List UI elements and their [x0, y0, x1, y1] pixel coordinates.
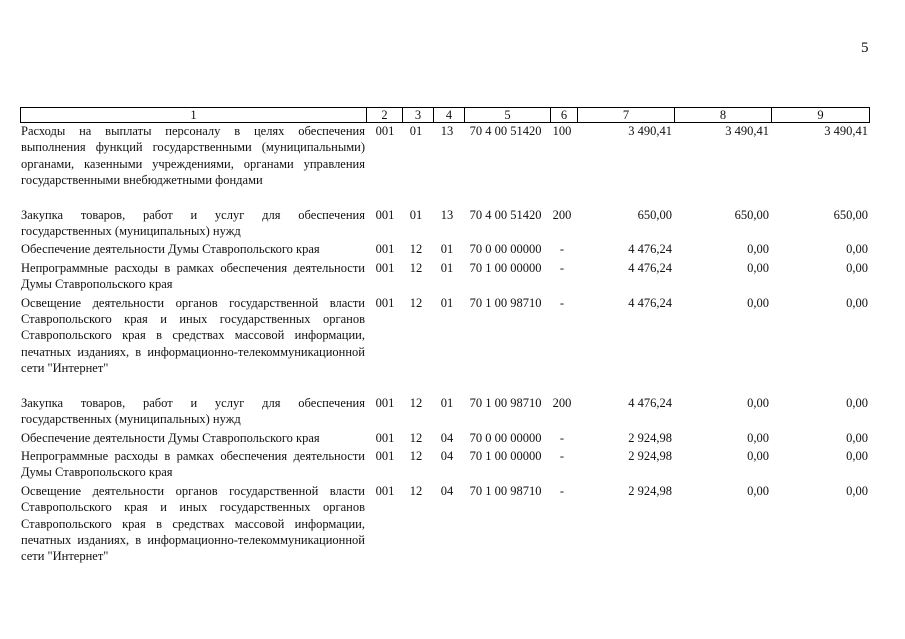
header-col-1: 1 — [190, 108, 197, 122]
col-3: 12 — [409, 260, 423, 275]
col-9: 0,00 — [846, 295, 868, 310]
col-5: 70 0 00 00000 — [469, 242, 542, 257]
col-6: 200 — [552, 207, 572, 222]
table-row — [20, 448, 870, 481]
table-row — [20, 241, 870, 257]
col-5: 70 4 00 51420 — [469, 124, 542, 138]
row-description: Освещение деятельности органов государственной власти Ставропольского края и иных государственных органов Ставропольского края в средствах массовой информации, печатных изданиях, в информационно-телекоммуникационной сети "Интернет" — [21, 295, 365, 376]
col-9: 0,00 — [846, 483, 868, 498]
col-6: - — [559, 483, 565, 498]
col-8: 0,00 — [747, 483, 769, 498]
header-col-8: 8 — [674, 108, 771, 122]
table-row — [20, 123, 870, 205]
col-5: 70 1 00 00000 — [469, 260, 542, 275]
col-7: 2 924,98 — [628, 448, 672, 463]
header-col-9: 9 — [771, 108, 869, 122]
header-col-3: 3 — [402, 108, 433, 122]
col-3: 01 — [409, 207, 423, 222]
col-7: 4 476,24 — [628, 295, 672, 310]
col-8: 3 490,41 — [725, 124, 769, 138]
col-4: 04 — [440, 483, 454, 498]
col-2: 001 — [375, 260, 395, 275]
col-4: 04 — [440, 448, 454, 463]
col-9: 0,00 — [846, 260, 868, 275]
row-description: Расходы на выплаты персоналу в целях обеспечения выполнения функций государственными (муниципальными) органами, казенными учреждениями, органами управления государственными внебюджетными фондами — [21, 124, 365, 188]
col-9: 0,00 — [846, 395, 868, 410]
col-7: 2 924,98 — [628, 430, 672, 445]
col-8: 0,00 — [747, 295, 769, 310]
col-7: 2 924,98 — [628, 483, 672, 498]
col-3: 12 — [409, 448, 423, 463]
row-description: Закупка товаров, работ и услуг для обеспечения государственных (муниципальных) нужд — [21, 207, 365, 239]
col-3: 01 — [409, 124, 423, 138]
page-number: 5 — [861, 40, 869, 56]
col-4: 01 — [440, 395, 454, 410]
table-row — [20, 395, 870, 428]
col-6: - — [559, 242, 565, 257]
col-8: 0,00 — [747, 395, 769, 410]
row-description: Непрограммные расходы в рамках обеспечения деятельности Думы Ставропольского края — [21, 448, 365, 480]
col-8: 0,00 — [747, 430, 769, 445]
row-description: Непрограммные расходы в рамках обеспечения деятельности Думы Ставропольского края — [21, 260, 365, 292]
col-2: 001 — [375, 295, 395, 310]
row-description: Освещение деятельности органов государственной власти Ставропольского края и иных государственных органов Ставропольского края в средствах массовой информации, печатных изданиях, в информационно-телекоммуникационной сети "Интернет" — [21, 483, 365, 564]
col-7: 3 490,41 — [628, 124, 672, 138]
col-7: 650,00 — [637, 207, 672, 222]
col-6: - — [559, 295, 565, 310]
col-9: 0,00 — [846, 242, 868, 257]
col-4: 13 — [440, 124, 454, 138]
col-5: 70 1 00 00000 — [469, 448, 542, 463]
col-5: 70 1 00 98710 — [469, 395, 542, 410]
col-8: 650,00 — [734, 207, 769, 222]
col-6: - — [559, 448, 565, 463]
col-9: 3 490,41 — [824, 124, 868, 138]
col-3: 12 — [409, 242, 423, 257]
col-4: 01 — [440, 260, 454, 275]
row-description: Обеспечение деятельности Думы Ставропольского края — [21, 430, 320, 445]
col-7: 4 476,24 — [628, 395, 672, 410]
col-8: 0,00 — [747, 260, 769, 275]
col-3: 12 — [409, 483, 423, 498]
col-5: 70 4 00 51420 — [469, 207, 542, 222]
col-7: 4 476,24 — [628, 260, 672, 275]
table-row — [20, 295, 870, 393]
col-7: 4 476,24 — [628, 242, 672, 257]
col-2: 001 — [375, 124, 395, 138]
col-4: 04 — [440, 430, 454, 445]
table-header-row — [20, 107, 870, 123]
table-row — [20, 483, 870, 565]
col-5: 70 0 00 00000 — [469, 430, 542, 445]
col-4: 13 — [440, 207, 454, 222]
col-3: 12 — [409, 395, 423, 410]
row-description: Закупка товаров, работ и услуг для обеспечения государственных (муниципальных) нужд — [21, 395, 365, 427]
header-col-7: 7 — [577, 108, 674, 122]
col-6: 100 — [552, 124, 572, 138]
row-description: Обеспечение деятельности Думы Ставропольского края — [21, 242, 320, 257]
col-2: 001 — [375, 242, 395, 257]
col-5: 70 1 00 98710 — [469, 295, 542, 310]
col-3: 12 — [409, 295, 423, 310]
budget-table — [20, 107, 870, 567]
col-2: 001 — [375, 430, 395, 445]
col-8: 0,00 — [747, 448, 769, 463]
col-9: 0,00 — [846, 430, 868, 445]
header-col-6: 6 — [550, 108, 577, 122]
col-6: - — [559, 430, 565, 445]
col-2: 001 — [375, 483, 395, 498]
col-2: 001 — [375, 448, 395, 463]
header-col-4: 4 — [433, 108, 464, 122]
col-6: 200 — [552, 395, 572, 410]
col-2: 001 — [375, 395, 395, 410]
header-col-2: 2 — [366, 108, 402, 122]
col-4: 01 — [440, 295, 454, 310]
table-row — [20, 260, 870, 293]
col-3: 12 — [409, 430, 423, 445]
col-2: 001 — [375, 207, 395, 222]
col-5: 70 1 00 98710 — [469, 483, 542, 498]
col-6: - — [559, 260, 565, 275]
table-row — [20, 430, 870, 446]
header-col-5: 5 — [464, 108, 550, 122]
table-row — [20, 207, 870, 240]
col-8: 0,00 — [747, 242, 769, 257]
col-9: 0,00 — [846, 448, 868, 463]
col-4: 01 — [440, 242, 454, 257]
col-9: 650,00 — [833, 207, 868, 222]
